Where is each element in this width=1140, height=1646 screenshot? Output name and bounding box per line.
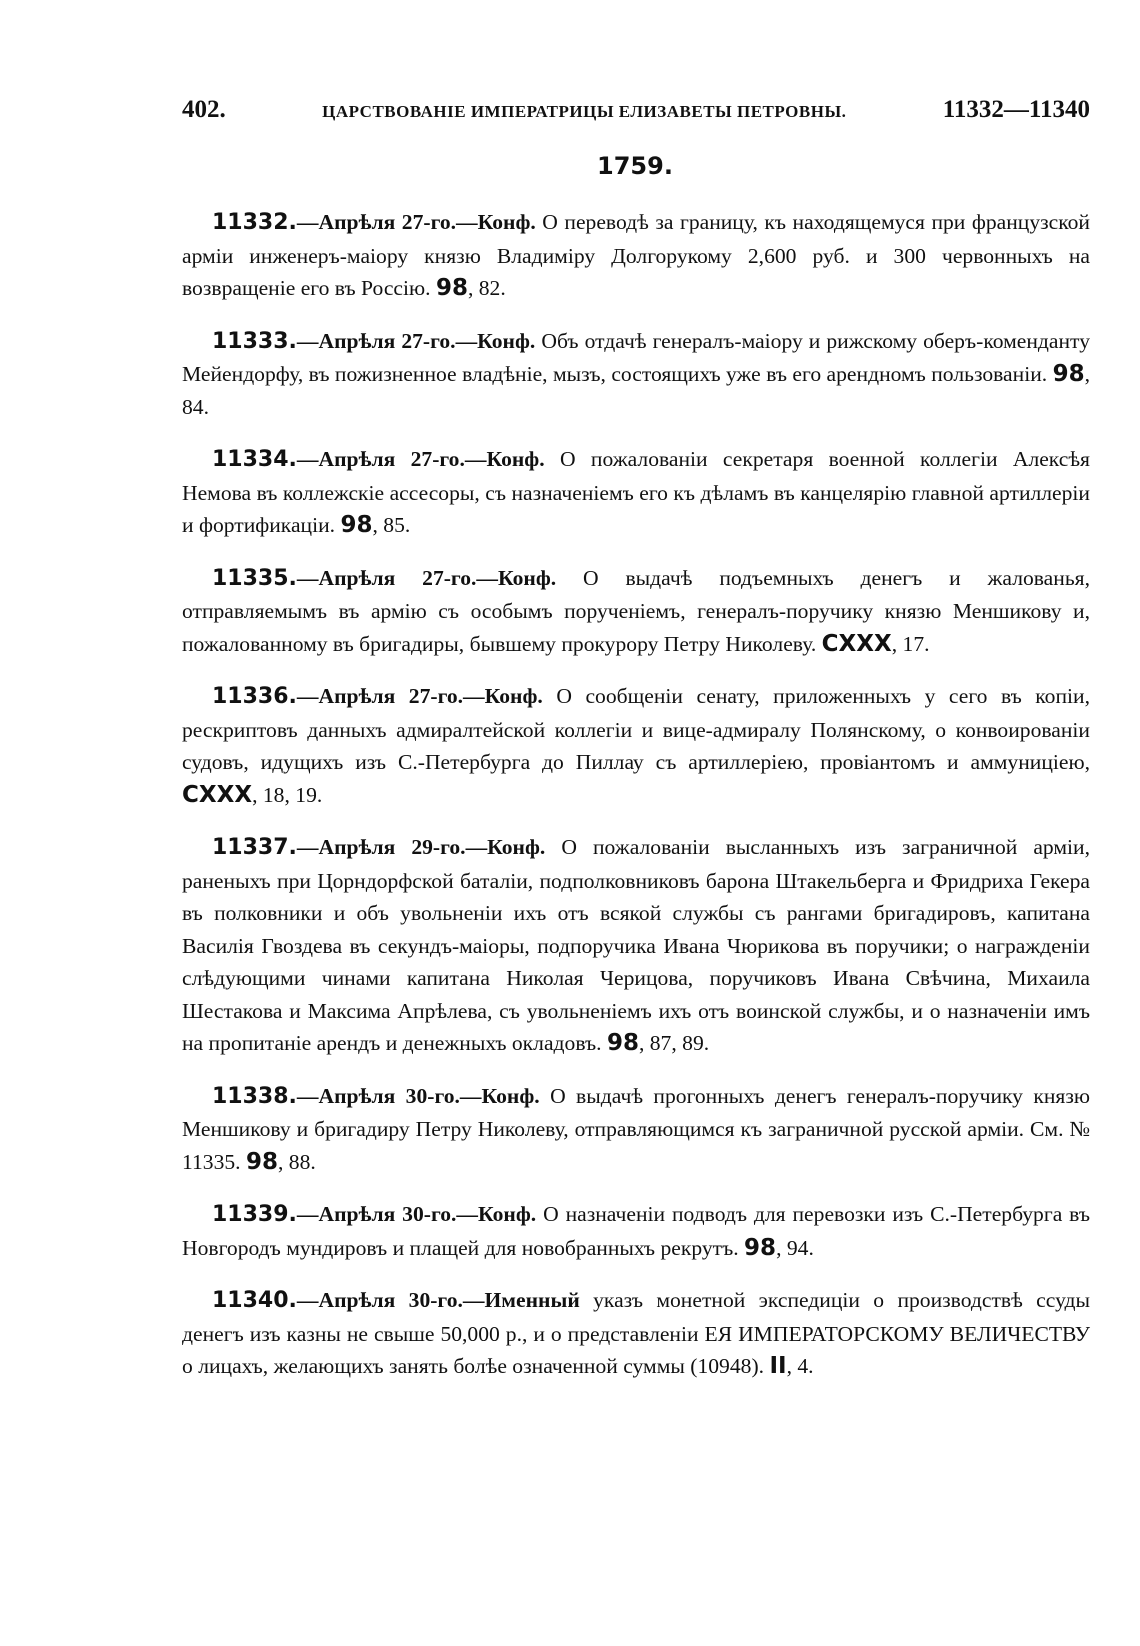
entry-11336 — [182, 680, 1090, 811]
entry-11332 — [182, 206, 1090, 305]
entry-ref: См. № 11335. — [182, 1117, 1090, 1174]
entry-number: 11340. — [212, 1288, 297, 1313]
entry-source: Конф. — [486, 447, 545, 471]
entry-range: 11332—11340 — [942, 96, 1090, 123]
entry-source: Конф. — [481, 1083, 540, 1108]
running-header — [182, 96, 1090, 130]
entry-date: —Апрѣля 27-го.— — [296, 328, 478, 353]
entry-text: О назначеніи подводъ для перевозки изъ С.-Петербурга въ Новгородъ мундировъ и плащей для новобранныхъ рекрутъ. — [182, 1202, 1090, 1260]
entry-date: —Апрѣля 30-го.— — [296, 1083, 482, 1108]
entry-number: 11335. — [212, 565, 297, 591]
entry-11334 — [182, 443, 1090, 542]
entry-11339 — [182, 1198, 1090, 1264]
entry-pages: , 18, 19. — [252, 782, 323, 807]
entry-volume: 98 — [435, 275, 468, 301]
entry-pages: , 4. — [786, 1354, 814, 1378]
entry-volume: 98 — [340, 512, 373, 538]
entry-date: —Апрѣля 27-го.— — [296, 210, 478, 234]
entry-text: О выдачѣ подъемныхъ денегъ и жалованья, отправляемымъ въ армію съ особымъ порученіемъ, генералъ-поручику князю Меншикову и, пожалованному въ бригадиры, бывшему прокурору Петру Николеву. — [182, 565, 1090, 656]
entry-source: Конф. — [498, 565, 557, 590]
entry-number: 11334. — [212, 447, 297, 472]
entry-source: Именный — [484, 1288, 580, 1312]
running-title: ЦАРСТВОВАНІЕ ИМПЕРАТРИЦЫ ЕЛИЗАВЕТЫ ПЕТРОВНЫ. — [322, 102, 847, 121]
entry-volume: 98 — [606, 1030, 639, 1056]
entry-number: 11339. — [212, 1202, 297, 1227]
entry-11340 — [182, 1284, 1090, 1383]
entry-source: Конф. — [477, 328, 536, 353]
entry-text: О сообщеніи сенату, приложенныхъ у сего въ копіи, рескриптовъ данныхъ адмиралтейской коллегіи и вице-адмиралу Полянскому, о конвоированіи судовъ, идущихъ изъ С.-Петербурга до Пиллау съ артиллеріею, провіантомъ и аммуниціею, — [182, 684, 1090, 774]
entry-text: О переводѣ за границу, къ находящемуся при французской арміи инженеръ-маіору князю Владиміру Долгорукому 2,600 руб. и 300 червонныхъ на возвращеніе его въ Россію. — [182, 210, 1090, 300]
entry-text: О выдачѣ прогонныхъ денегъ генералъ-поручику князю Меншикову и бригадиру Петру Николеву, отправляющимся къ заграничной русской арміи. — [182, 1083, 1090, 1141]
entry-text: О пожалованіи высланныхъ изъ заграничной арміи, раненыхъ при Цорндорфской баталіи, подполковниковъ барона Штакельберга и Фридриха Гекера въ полковники и объ увольненіи ихъ отъ всякой службы съ рангами бригадировъ, капитана Василія Гвоздева въ секундъ-маіоры, подпоручика Ивана Чюрикова въ поручики; о награжденіи слѣдующими чинами капитана Николая Черицова, поручиковъ Ивана Свѣчина, Михаила Шестакова и Максима Апрѣлева, съ увольненіемъ ихъ отъ воинской службы, и о назначеніи имъ на пропитаніе арендъ и денежныхъ окладовъ. — [182, 835, 1090, 1055]
entry-volume: 98 — [1052, 361, 1085, 387]
entry-volume: II — [769, 1353, 787, 1379]
entry-source: Конф. — [477, 210, 536, 234]
entry-pages: , 17. — [891, 631, 930, 656]
entry-source: Конф. — [484, 684, 543, 708]
entry-pages: , 88. — [278, 1149, 316, 1174]
year-heading: 1759. — [597, 152, 673, 180]
entry-date: —Апрѣля 29-го.— — [296, 835, 488, 859]
page-number: 402. — [182, 96, 226, 123]
entry-date: —Апрѣля 27-го.— — [296, 565, 498, 590]
entry-date: —Апрѣля 27-го.— — [296, 684, 485, 708]
entry-volume: CXXX — [821, 630, 892, 657]
entry-source: Конф. — [478, 1202, 537, 1226]
entry-11337 — [182, 831, 1090, 1060]
entry-date: —Апрѣля 27-го.— — [296, 447, 487, 471]
entry-number: 11338. — [212, 1083, 297, 1109]
entry-11335 — [182, 562, 1090, 661]
entry-date: —Апрѣля 30-го.— — [296, 1202, 479, 1226]
entry-number: 11332. — [212, 210, 297, 235]
entry-11338 — [182, 1080, 1090, 1179]
entry-pages: , 84. — [182, 362, 1090, 419]
entry-pages: , 87, 89. — [638, 1031, 710, 1055]
entry-text: О пожалованіи секретаря военной коллегіи Алексѣя Немова въ коллежскіе ассесоры, съ назначеніемъ его къ дѣламъ въ канцелярію главной артиллеріи и фортификаціи. — [182, 447, 1090, 537]
entry-text: указъ монетной экспедиціи о производствѣ ссуды денегъ изъ казны не свыше 50,000 р., и о представленіи ЕЯ ИМПЕРАТОРСКОМУ ВЕЛИЧЕСТВУ о лицахъ, желающихъ занять болѣе означенной суммы (10948). — [182, 1288, 1090, 1378]
entry-source: Конф. — [487, 835, 546, 859]
entry-volume: 98 — [744, 1234, 777, 1261]
entry-text: Объ отдачѣ генералъ-маіору и рижскому оберъ-коменданту Мейендорфу, въ пожизненное владѣніе, мызъ, состоящихъ уже въ его арендномъ пользованіи. — [182, 328, 1090, 386]
entry-number: 11337. — [212, 835, 297, 860]
entry-pages: , 82. — [467, 276, 506, 300]
entry-volume: CXXX — [182, 781, 253, 808]
entries-list — [182, 206, 1090, 1403]
entry-date: —Апрѣля 30-го.— — [296, 1288, 485, 1312]
entry-number: 11333. — [212, 328, 297, 354]
entry-number: 11336. — [212, 684, 297, 709]
entry-volume: 98 — [245, 1148, 278, 1175]
entry-11333 — [182, 325, 1090, 424]
entry-pages: , 85. — [372, 513, 411, 537]
entry-pages: , 94. — [776, 1235, 814, 1260]
